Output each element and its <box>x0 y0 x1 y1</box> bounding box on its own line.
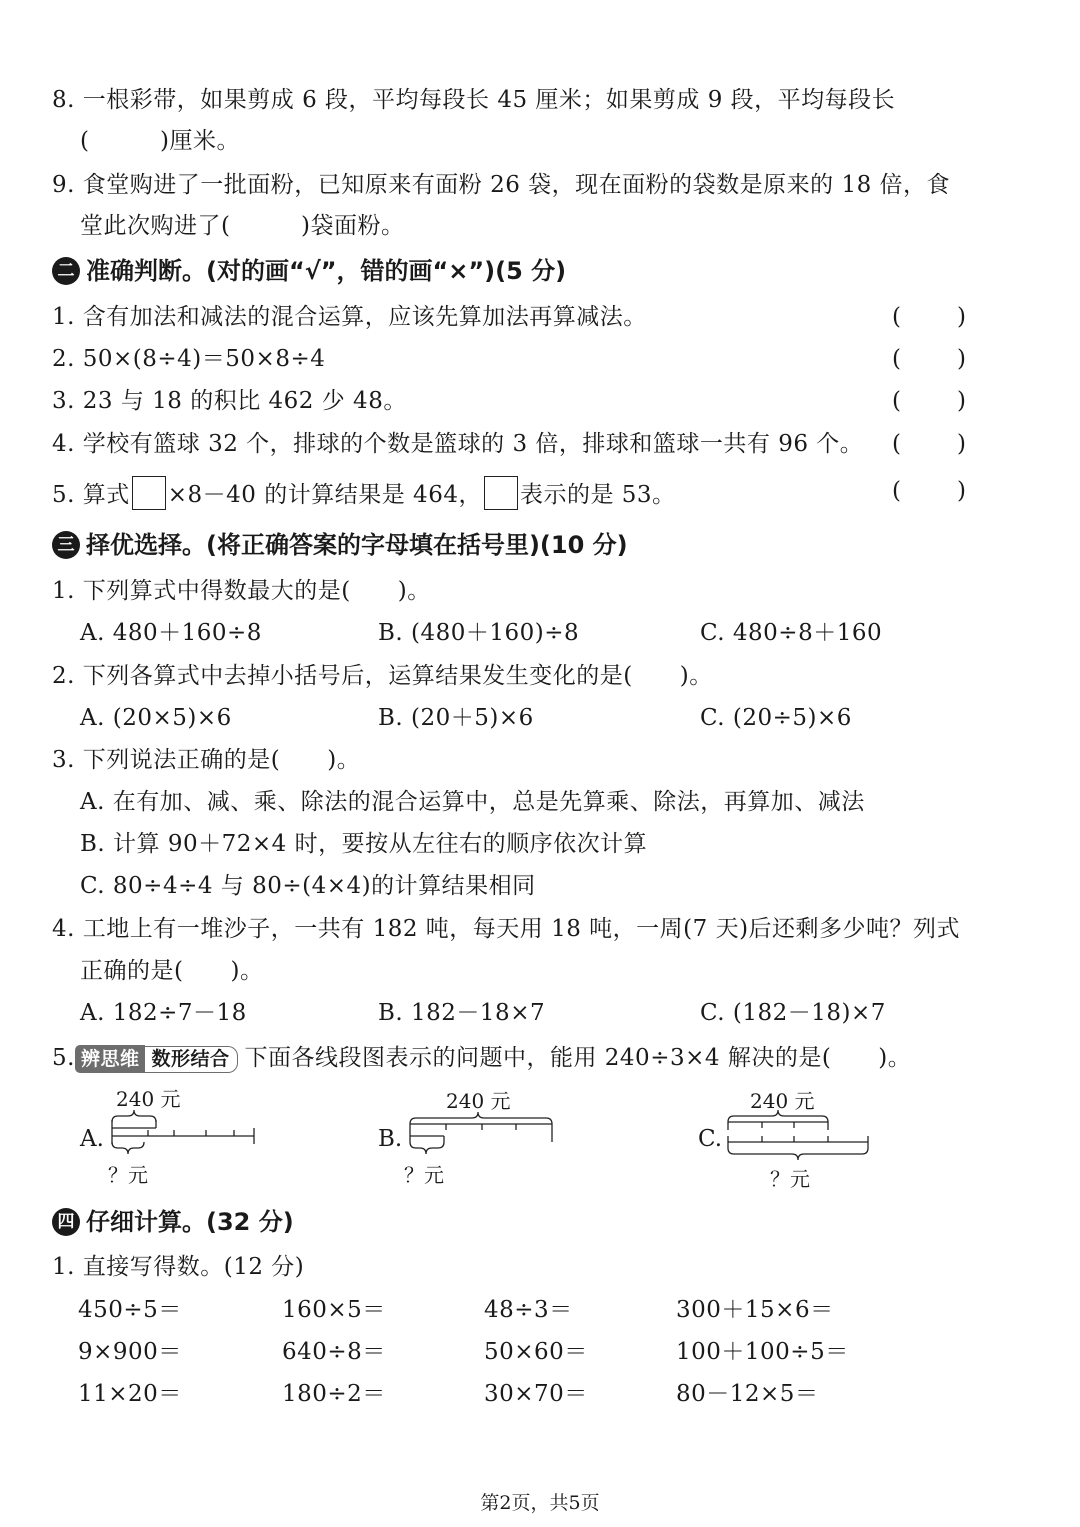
section-number-badge: 四 <box>52 1208 80 1236</box>
topic-tag: 数形结合 <box>145 1046 238 1073</box>
segment-diagram-a <box>104 1084 264 1194</box>
q8-line1: 8. 一根彩带，如果剪成 6 段，平均每段长 45 厘米；如果剪成 9 段，平均每段长 <box>52 87 896 113</box>
choice-q2-option-b: B. (20＋5)×6 <box>378 705 534 731</box>
choice-q3-stem: 3. 下列说法正确的是( )。 <box>52 747 361 773</box>
svg-text:240 元: 240 元 <box>750 1089 815 1113</box>
calc-item: 11×20＝ <box>78 1381 182 1407</box>
q9-line1: 9. 食堂购进了一批面粉，已知原来有面粉 26 袋，现在面粉的袋数是原来的 18 倍，食 <box>52 172 951 198</box>
answer-parens-4[interactable]: ( ) <box>892 431 966 457</box>
choice-q3-option-c: C. 80÷4÷4 与 80÷(4×4)的计算结果相同 <box>80 873 536 899</box>
calc-subheading: 1. 直接写得数。(12 分) <box>52 1254 305 1280</box>
calc-item: 180÷2＝ <box>282 1381 386 1407</box>
answer-parens-2[interactable]: ( ) <box>892 346 966 372</box>
choice-q3-option-b: B. 计算 90＋72×4 时，要按从左往右的顺序依次计算 <box>80 831 648 857</box>
segment-diagram-b <box>404 1084 564 1194</box>
judge-item-2: 2. 50×(8÷4)＝50×8÷4 <box>52 346 326 372</box>
segment-diagram-c <box>722 1084 882 1196</box>
svg-text:？元: ？元 <box>770 1167 810 1191</box>
calc-item: 48÷3＝ <box>484 1297 573 1323</box>
calc-item: 100＋100÷5＝ <box>676 1339 849 1365</box>
section3-heading <box>52 530 628 560</box>
blank-box[interactable] <box>132 476 166 510</box>
answer-parens-3[interactable]: ( ) <box>892 388 966 414</box>
section-number-badge: 三 <box>52 531 80 559</box>
section-number-badge: 二 <box>52 257 80 285</box>
q9-line2: 堂此次购进了( )袋面粉。 <box>80 213 405 239</box>
choice-q4-option-c: C. (182－18)×7 <box>700 1000 886 1026</box>
page-footer: 第2页，共5页 <box>480 1492 600 1514</box>
choice-q5-stem: 5. 辨思维 数形结合 下面各线段图表示的问题中，能用 240÷3×4 解决的是( )。 <box>52 1045 912 1071</box>
choice-q1-stem: 1. 下列算式中得数最大的是( )。 <box>52 578 431 604</box>
calc-item: 30×70＝ <box>484 1381 588 1407</box>
choice-q1-option-c: C. 480÷8＋160 <box>700 620 883 646</box>
answer-parens-5[interactable]: ( ) <box>892 478 966 504</box>
calc-item: 80－12×5＝ <box>676 1381 819 1407</box>
judge-item-5: 5. 算式 ×8－40 的计算结果是 464， 表示的是 53。 <box>52 476 676 510</box>
blank-box[interactable] <box>484 476 518 510</box>
figure-b-letter: B. <box>378 1126 403 1152</box>
section2-heading <box>52 256 566 286</box>
figure-a-letter: A. <box>80 1126 104 1152</box>
section4-heading <box>52 1207 294 1237</box>
svg-text:？元: ？元 <box>108 1163 148 1187</box>
calc-item: 450÷5＝ <box>78 1297 182 1323</box>
calc-item: 300＋15×6＝ <box>676 1297 834 1323</box>
answer-parens-1[interactable]: ( ) <box>892 304 966 330</box>
choice-q4-option-b: B. 182－18×7 <box>378 1000 546 1026</box>
svg-text:240 元: 240 元 <box>446 1089 511 1113</box>
judge-item-4: 4. 学校有篮球 32 个，排球的个数是篮球的 3 倍，排球和篮球一共有 96 个。 <box>52 431 864 457</box>
section3-title: 择优选择。(将正确答案的字母填在括号里)(10 分) <box>86 531 628 559</box>
judge-item-1: 1. 含有加法和减法的混合运算，应该先算加法再算减法。 <box>52 304 647 330</box>
section2-title: 准确判断。(对的画“√”，错的画“×”)(5 分) <box>86 257 567 285</box>
choice-q3-option-a: A. 在有加、减、乘、除法的混合运算中，总是先算乘、除法，再算加、减法 <box>80 789 865 815</box>
calc-item: 9×900＝ <box>78 1339 182 1365</box>
svg-text:240 元: 240 元 <box>116 1087 181 1111</box>
choice-q2-option-c: C. (20÷5)×6 <box>700 705 852 731</box>
calc-item: 160×5＝ <box>282 1297 386 1323</box>
choice-q1-option-a: A. 480＋160÷8 <box>80 620 262 646</box>
choice-q4-stem-cont: 正确的是( )。 <box>80 958 264 984</box>
choice-q2-option-a: A. (20×5)×6 <box>80 705 232 731</box>
thinking-tag: 辨思维 <box>75 1045 146 1073</box>
calc-item: 640÷8＝ <box>282 1339 386 1365</box>
choice-q2-stem: 2. 下列各算式中去掉小括号后，运算结果发生变化的是( )。 <box>52 663 713 689</box>
svg-text:？元: ？元 <box>404 1163 444 1187</box>
judge-item-3: 3. 23 与 18 的积比 462 少 48。 <box>52 388 407 414</box>
section4-title: 仔细计算。(32 分) <box>86 1208 294 1236</box>
figure-c-letter: C. <box>698 1126 723 1152</box>
choice-q1-option-b: B. (480＋160)÷8 <box>378 620 580 646</box>
choice-q4-stem: 4. 工地上有一堆沙子，一共有 182 吨，每天用 18 吨，一周(7 天)后还剩多少吨？列式 <box>52 916 961 942</box>
choice-q4-option-a: A. 182÷7－18 <box>80 1000 247 1026</box>
q8-line2: ( )厘米。 <box>80 128 240 154</box>
calc-item: 50×60＝ <box>484 1339 588 1365</box>
